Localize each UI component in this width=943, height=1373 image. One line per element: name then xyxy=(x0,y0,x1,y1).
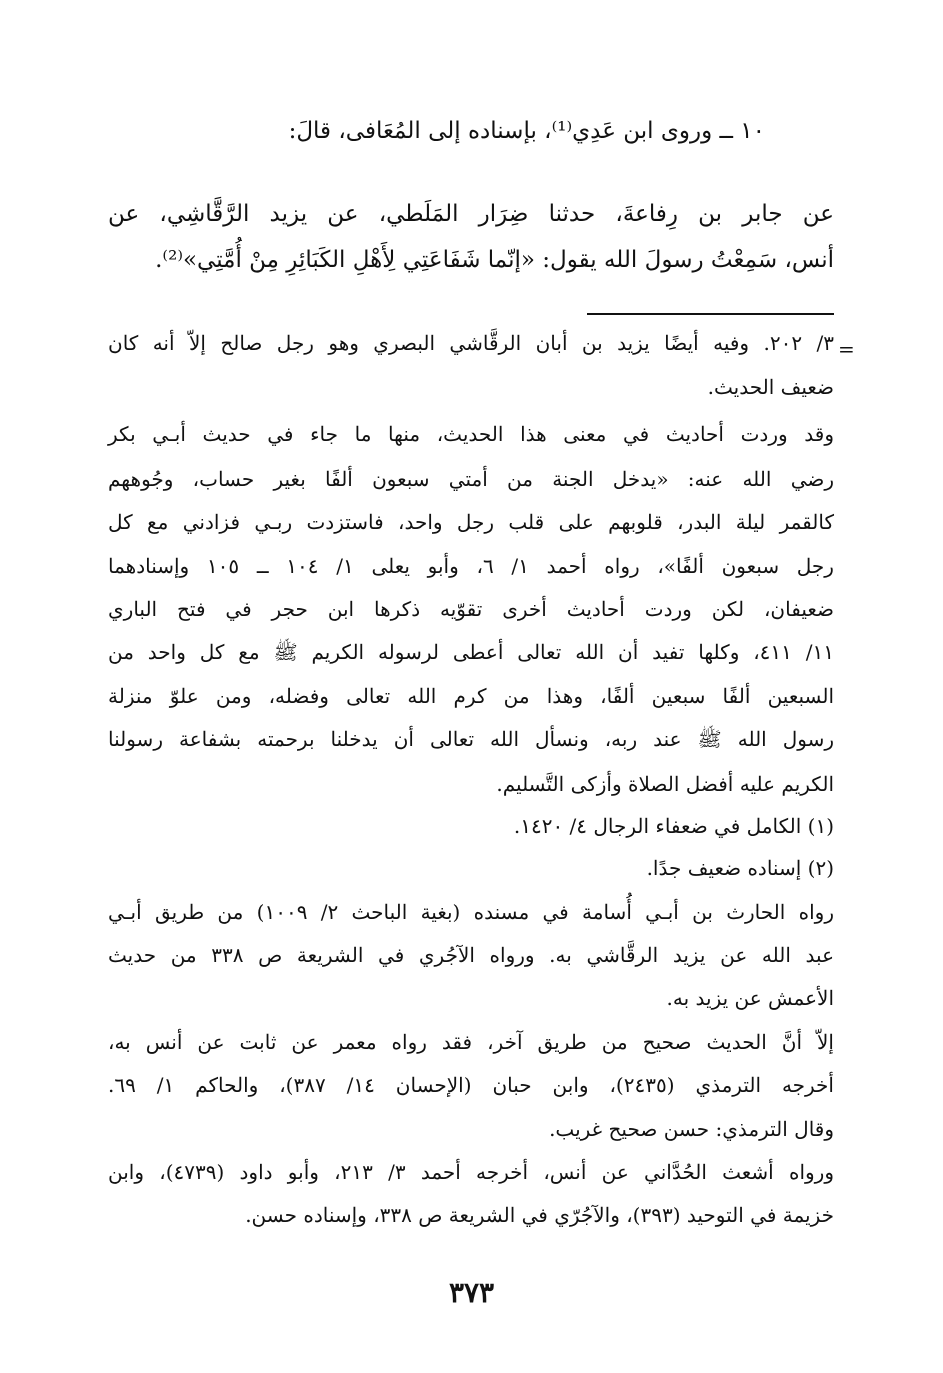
footnote-line: ضعيف الحديث. xyxy=(707,375,834,399)
footnote-line: وقال الترمذي: حسن صحيح غريب. xyxy=(549,1117,834,1141)
footnote-line: عبد الله عن يزيد الرقَّاشي به. ورواه الآجُري في الشريعة ص ٣٣٨ من حديث xyxy=(108,943,835,967)
footnote-line: الكريم عليه أفضل الصلاة وأزكى التَّسليم. xyxy=(496,772,834,796)
page-number: ٣٧٣ xyxy=(448,1276,495,1309)
hadith-text-line-1: عن جابر بن رِفاعةَ، حدثنا ضِرَار المَلَطي، عن يزيد الرَّقَّاشِي، عن xyxy=(108,201,834,227)
hadith-text-line-2: أنس، سَمِعْتُ رسولَ الله يقول: «إنّما شَفَاعَتِي لِأَهْلِ الكَبَائِرِ مِنْ أُمَّتِي»⁽²⁾. xyxy=(155,247,834,273)
footnote-line: رجل سبعون ألفًا»، رواه أحمد ١/ ٦، وأبو يعلى ١/ ١٠٤ ــ ١٠٥ وإسنادهما xyxy=(108,554,834,578)
footnote-2: (٢) إسناده ضعيف جدًا. xyxy=(646,856,834,880)
footnote-line: رضي الله عنه: «يدخل الجنة من أمتي سبعون ألفًا بغير حساب، وجُوههم xyxy=(108,467,834,491)
continuation-marker: = xyxy=(838,337,855,361)
footnote-1: (١) الكامل في ضعفاء الرجال ٤/ ١٤٢٠. xyxy=(513,814,834,838)
hadith-heading: ١٠ ــ وروى ابن عَدِي⁽¹⁾، بإسناده إلى المُعَافى، قالَ: xyxy=(288,118,765,144)
footnote-line: وقد وردت أحاديث في معنى هذا الحديث، منها ما جاء في حديث أبـي بكر xyxy=(108,422,834,446)
footnote-line: رسول الله ﷺ عند ربه، ونسأل الله تعالى أن يدخلنا برحمته بشفاعة رسولنا xyxy=(108,727,834,751)
footnote-line: ٣/ ٢٠٢. وفيه أيضًا يزيد بن أبان الرقَّاشي البصري وهو رجل صالح إلاّ أنه كان xyxy=(108,331,834,355)
footnote-line: إلاّ أنَّ الحديث صحيح من طريق آخر، فقد رواه معمر عن ثابت عن أنس به، xyxy=(108,1030,834,1054)
footnote-line: رواه الحارث بن أبـي أُسامة في مسنده (بغية الباحث ٢/ ١٠٠٩) من طريق أبـي xyxy=(108,900,834,924)
footnote-line: أخرجه الترمذي (٢٤٣٥)، وابن حبان (الإحسان ١٤/ ٣٨٧)، والحاكم ١/ ٦٩. xyxy=(108,1073,834,1097)
footnote-separator xyxy=(587,313,834,315)
footnote-line: خزيمة في التوحيد (٣٩٣)، والآجُرّي في الشريعة ص ٣٣٨، وإسناده حسن. xyxy=(245,1203,834,1227)
footnote-line: كالقمر ليلة البدر، قلوبهم على قلب رجل واحد، فاستزدت ربـي فزادني مع كل xyxy=(108,510,834,534)
footnote-line: ضعيفان، لكن وردت أحاديث أخرى تقوّيه ذكرها ابن حجر في فتح الباري xyxy=(108,597,834,621)
footnote-line: السبعين ألفًا سبعين ألفًا، وهذا من كرم الله تعالى وفضله، ومن علوّ منزلة xyxy=(108,684,834,708)
footnote-line: ورواه أشعث الحُدَّاني عن أنس، أخرجه أحمد ٣/ ٢١٣، وأبو داود (٤٧٣٩)، وابن xyxy=(108,1160,834,1184)
footnote-line: الأعمش عن يزيد به. xyxy=(666,986,834,1010)
footnote-line: ١١/ ٤١١، وكلها تفيد أن الله تعالى أعطى لرسوله الكريم ﷺ مع كل واحد من xyxy=(108,640,834,664)
